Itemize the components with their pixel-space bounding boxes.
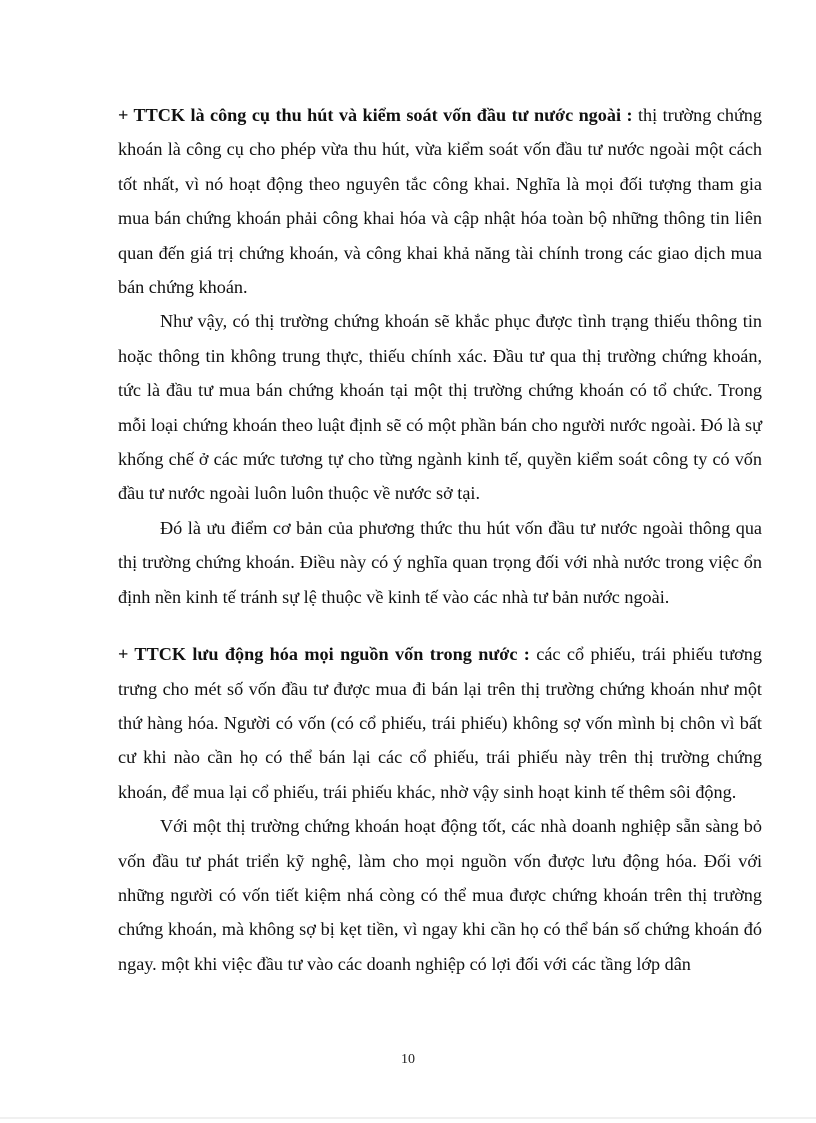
section-foreign-investment [118,98,762,304]
paragraph: Như vậy, có thị trường chứng khoán sẽ khắc phục được tình trạng thiếu thông tin hoặc thông tin không trung thực, thiếu chính xác. Đầu tư qua thị trường chứng khoán, tức là đầu tư mua bán chứng khoán tại một thị trường chứng khoán có tổ chức. Trong mỗi loại chứng khoán theo luật định sẽ có một phần bán cho người nước ngoài. Đó là sự khống chế ở các mức tương tự cho từng ngành kinh tế, quyền kiểm soát công ty có vốn đầu tư nước ngoài luôn luôn thuộc về nước sở tại. [118,311,762,504]
paragraph: Đó là ưu điểm cơ bản của phương thức thu hút vốn đầu tư nước ngoài thông qua thị trường chứng khoán. Điều này có ý nghĩa quan trọng đối với nhà nước trong việc ổn định nền kinh tế tránh sự lệ thuộc về kinh tế vào các nhà tư bản nước ngoài. [118,517,762,607]
section-heading: + TTCK lưu động hóa mọi nguồn vốn trong nước : [118,644,530,665]
document-body [118,98,762,981]
section-domestic-capital [118,637,762,809]
section-body: thị trường chứng khoán là công cụ cho phép vừa thu hút, vừa kiểm soát vốn đầu tư nước ngoài một cách tốt nhất, vì nó hoạt động theo nguyên tắc công khai. Nghĩa là mọi đối tượng tham gia mua bán chứng khoán phải công khai hóa và cập nhật hóa toàn bộ những thông tin liên quan đến giá trị chứng khoán, và công khai khả năng tài chính trong các giao dịch mua bán chứng khoán. [118,105,762,298]
section-body: các cổ phiếu, trái phiếu tương trưng cho mét số vốn đầu tư được mua đi bán lại trên thị trường chứng khoán như một thứ hàng hóa. Người có vốn (có cổ phiếu, trái phiếu) không sợ vốn mình bị chôn vì bất cư khi nào cần họ có thể bán lại các cổ phiếu, trái phiếu này trên thị trường chứng khoán, để mua lại cổ phiếu, trái phiếu khác, nhờ vậy sinh hoạt kinh tế thêm sôi động. [118,644,762,802]
section-heading: + TTCK là công cụ thu hút và kiểm soát vốn đầu tư nước ngoài : [118,105,633,125]
paragraph-spacer [118,614,762,637]
page-number: 10 [401,1052,415,1067]
paragraph: Với một thị trường chứng khoán hoạt động tốt, các nhà doanh nghiệp sẵn sàng bỏ vốn đầu tư phát triển kỹ nghệ, làm cho mọi nguồn vốn được lưu động hóa. Đối với những người có vốn tiết kiệm nhá còng có thể mua được chứng khoán trên thị trường chứng khoán, mà không sợ bị kẹt tiền, vì ngay khi cần họ có thể bán số chứng khoán đó ngay. một khi việc đầu tư vào các doanh nghiệp có lợi đối với các tầng lớp dân [118,816,762,974]
page-bottom-edge [0,1117,816,1119]
